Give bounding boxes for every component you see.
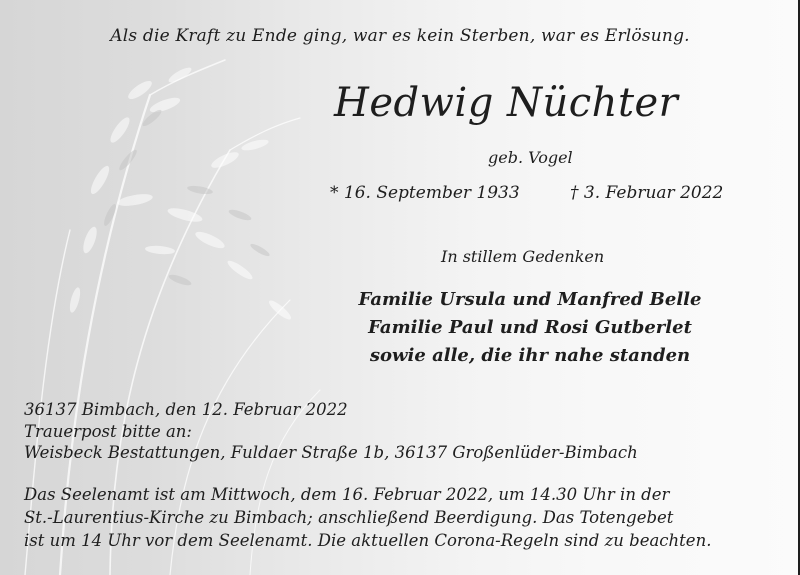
service-line: St.-Laurentius-Kirche zu Bimbach; anschließend Beerdigung. Das Totengebet bbox=[24, 508, 674, 527]
mail-address: Weisbeck Bestattungen, Fuldaer Straße 1b, 36137 Großenlüder-Bimbach bbox=[24, 443, 638, 462]
deceased-name: Hedwig Nüchter bbox=[334, 80, 679, 126]
mourner-line: sowie alle, die ihr nahe standen bbox=[369, 345, 691, 366]
birth-name: geb. Vogel bbox=[488, 148, 573, 167]
mourners-list bbox=[320, 286, 740, 370]
death-date: † 3. Februar 2022 bbox=[570, 183, 724, 203]
contact-info bbox=[24, 399, 638, 464]
memory-line: In stillem Gedenken bbox=[441, 247, 605, 266]
service-line: ist um 14 Uhr vor dem Seelenamt. Die aktuellen Corona-Regeln sind zu beachten. bbox=[24, 531, 712, 550]
mail-label: Trauerpost bitte an: bbox=[24, 421, 192, 441]
mourner-line: Familie Paul und Rosi Gutberlet bbox=[368, 317, 692, 338]
birth-date: * 16. September 1933 bbox=[330, 183, 520, 203]
service-line: Das Seelenamt ist am Mittwoch, dem 16. Februar 2022, um 14.30 Uhr in der bbox=[24, 485, 670, 504]
motto-quote: Als die Kraft zu Ende ging, war es kein Sterben, war es Erlösung. bbox=[110, 26, 690, 46]
mourner-line: Familie Ursula und Manfred Belle bbox=[358, 289, 702, 310]
service-info bbox=[24, 483, 711, 552]
place-date: 36137 Bimbach, den 12. Februar 2022 bbox=[24, 400, 348, 419]
